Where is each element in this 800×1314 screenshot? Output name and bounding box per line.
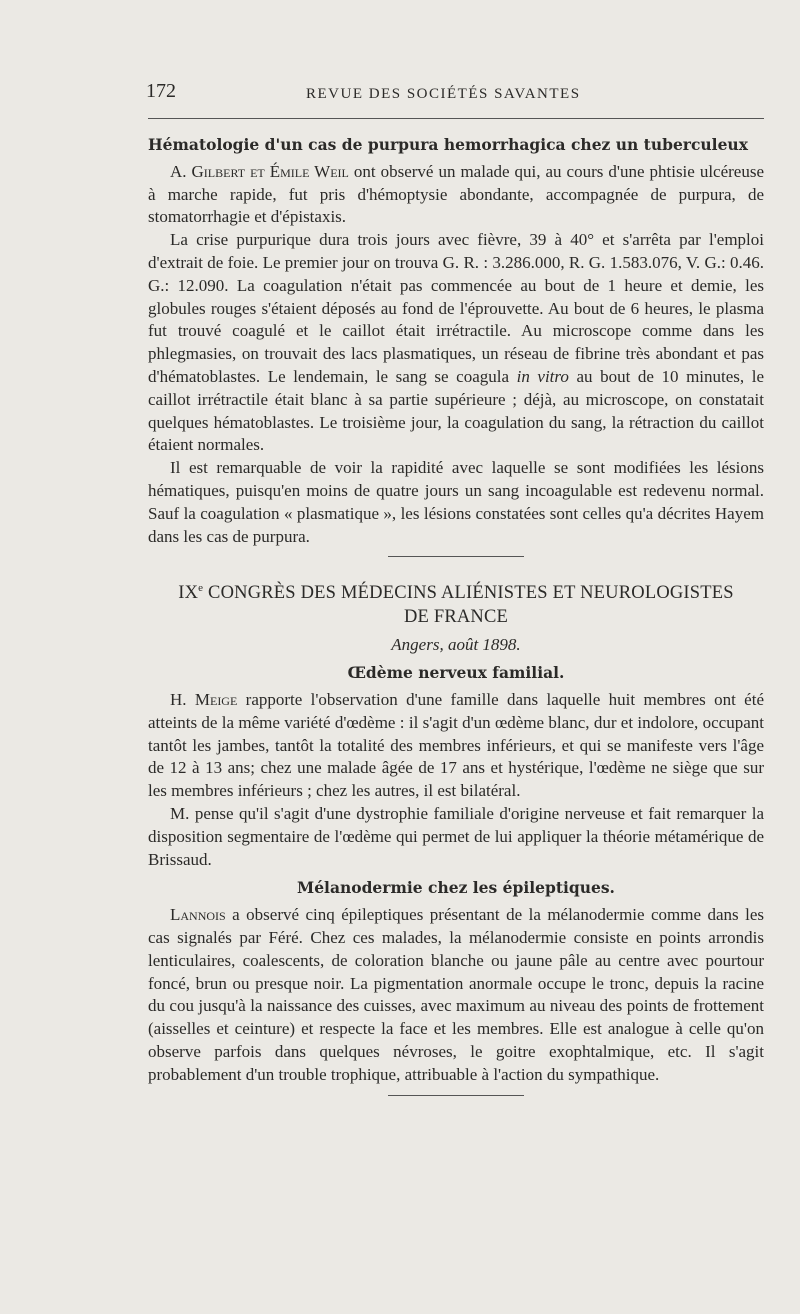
author-names: Lannois [170, 905, 226, 925]
paragraph: Lannois a observé cinq épileptiques présentant de la mélanodermie comme dans les cas signalés par Féré. Chez ces malades, la mélanodermie consiste en points arrondis lenticulaires, coalescents, de coloration blanche ou jaune pâle au centre avec pourtour foncé, brun ou presque noir. La pigmentation anormale occupe le tronc, depuis la racine du cou jusqu'à la naissance des cuisses, avec maximum au niveau des points de frottement (aisselles et ceinture) et respecte la face et les membres. Elle est analogue à celle qu'on observe parfois dans quelques névroses, le goitre exophtalmique, etc. Il s'agit probablement d'un trouble trophique, attribuable à l'action du sympathique. [148, 905, 764, 1084]
section-title-oedeme: Œdème nerveux familial. [347, 663, 565, 683]
author-names: H. Meige [170, 690, 238, 710]
running-title: REVUE DES SOCIÉTÉS SAVANTES [306, 86, 581, 102]
paragraph: La crise purpurique dura trois jours avec fièvre, 39 à 40° et s'arrêta par l'emploi d'extrait de foie. Le premier jour on trouva G. R. : 3.286.000, R. G. 1.583.076, V. G.: 0.46. G.: 12.090. La coagulation n'était pas commencée au bout de 1 heure et demie, les globules rouges s'étaient déposés au fond de l'éprouvette. Au bout de 6 heures, le plasma fut trouvé coagulé et le caillot était irrétractile. Au microscope comme dans les phlegmasies, on trouvait des lacs plasmatiques, un réseau de fibrine très abondant et pas d'hématoblastes. Le lendemain, le sang se coagula in vitro au bout de 10 minutes, le caillot irrétractile était blanc à sa partie supérieure ; déjà, au microscope, on constatait quelques hématoblastes. Le troisième jour, la coagulation du sang, la rétraction du caillot étaient normales. [148, 230, 764, 455]
page-body [148, 134, 764, 1104]
paragraph: Il est remarquable de voir la rapidité avec laquelle se sont modifiées les lésions hématiques, puisqu'en moins de quatre jours un sang incoagulable est redevenu normal. Sauf la coagulation « plasmatique », les lésions constatées sont celles qu'a décrites Hayem dans les cas de purpura. [148, 458, 764, 546]
congress-place-date: Angers, août 1898. [391, 634, 521, 654]
separator-rule [388, 1095, 524, 1096]
page-number: 172 [146, 80, 176, 102]
separator-rule [388, 556, 524, 557]
author-names: A. Gilbert et Émile Weil [170, 161, 349, 181]
paragraph: A. Gilbert et Émile Weil ont observé un malade qui, au cours d'une phtisie ulcéreuse à marche rapide, fut pris d'hémoptysie abondante, accompagnée de purpura, de stomatorrhagie et d'épistaxis. [148, 161, 765, 227]
paragraph: M. pense qu'il s'agit d'une dystrophie familiale d'origine nerveuse et fait remarquer la disposition segmentaire de l'œdème qui permet de lui appliquer la théorie métamérique de Brissaud. [148, 804, 764, 869]
page-header [146, 80, 764, 110]
congress-title: IXe CONGRÈS DES MÉDECINS ALIÉNISTES ET NEUROLOGISTES DE FRANCE [178, 582, 734, 627]
header-rule [148, 118, 764, 119]
section-title-hematologie: Hématologie d'un cas de purpura hemorrhagica chez un tuberculeux [148, 135, 748, 154]
section-title-melanodermie: Mélanodermie chez les épileptiques. [297, 878, 615, 898]
paragraph: H. Meige rapporte l'observation d'une famille dans laquelle huit membres ont été atteints de la même variété d'œdème : il s'agit d'un œdème blanc, dur et indolore, occupant tantôt les jambes, tantôt la totalité des membres inférieurs, et qui se manifeste vers l'âge de 12 à 13 ans; chez une malade âgée de 17 ans et hystérique, l'œdème ne siège que sur les membres inférieurs ; chez les autres, il est bilatéral. [148, 690, 764, 801]
